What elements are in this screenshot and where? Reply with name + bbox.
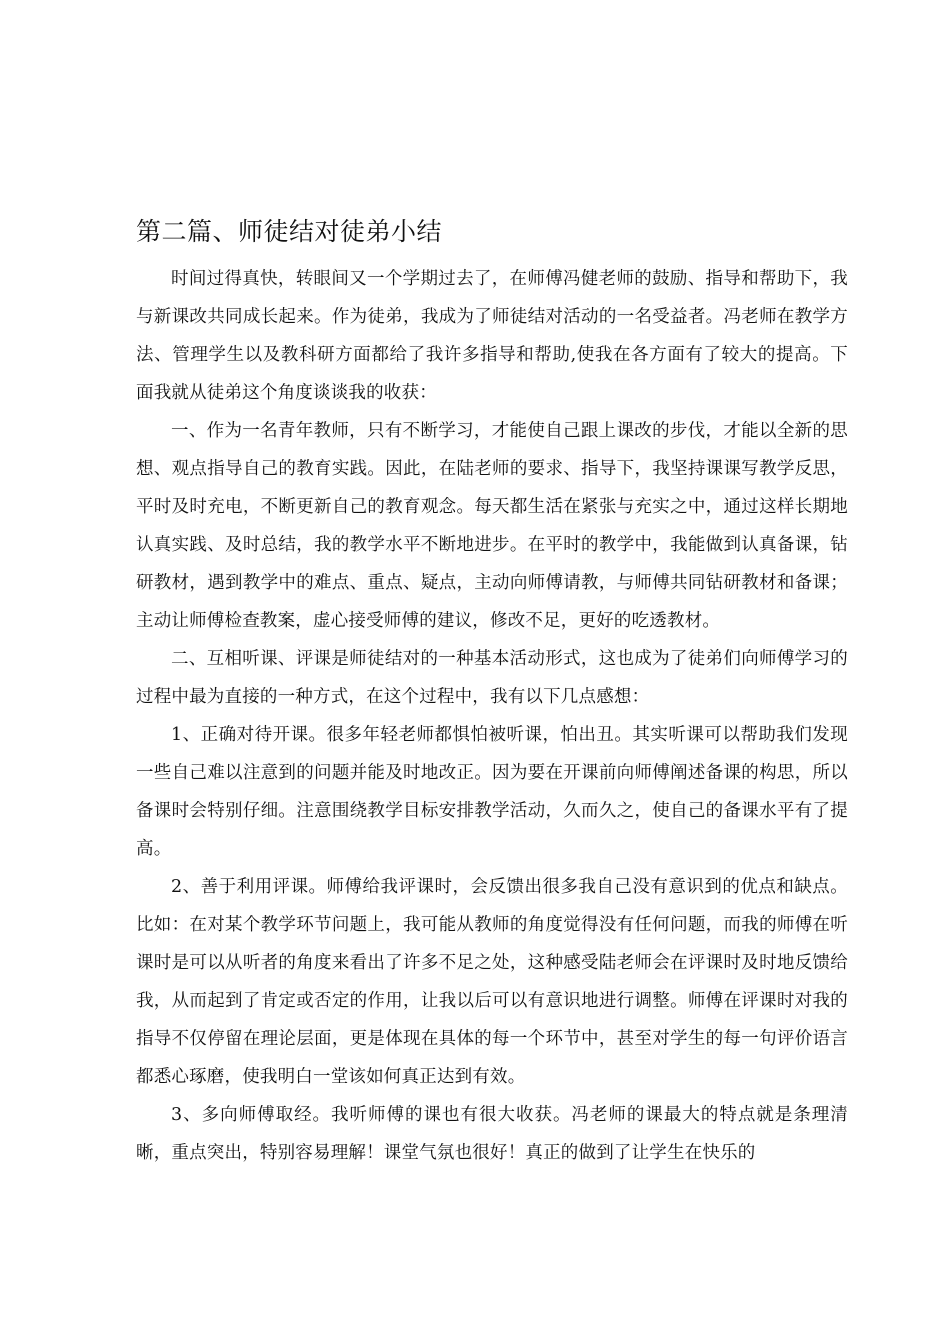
document-title: 第二篇、师徒结对徒弟小结 <box>136 217 443 246</box>
paragraph-section-one: 一、作为一名青年教师，只有不断学习，才能使自己跟上课改的步伐，才能以全新的思想、观点指导自己的教育实践。因此，在陆老师的要求、指导下，我坚持课课写教学反思，平时及时充电，不断更新自己的教育观念。每天都生活在紧张与充实之中，通过这样长期地认真实践、及时总结，我的教学水平不断地进步。在平时的教学中，我能做到认真备课，钻研教材，遇到教学中的难点、重点、疑点，主动向师傅请教，与师傅共同钻研教材和备课；主动让师傅检查教案，虚心接受师傅的建议，修改不足，更好的吃透教材。 <box>136 421 848 631</box>
document-body <box>136 260 848 1172</box>
paragraph-intro: 时间过得真快，转眼间又一个学期过去了，在师傅冯健老师的鼓励、指导和帮助下，我与新课改共同成长起来。作为徒弟，我成为了师徒结对活动的一名受益者。冯老师在教学方法、管理学生以及教科研方面都给了我许多指导和帮助,使我在各方面有了较大的提高。下面我就从徒弟这个角度谈谈我的收获： <box>136 269 848 403</box>
paragraph-section-two: 二、互相听课、评课是师徒结对的一种基本活动形式，这也成为了徒弟们向师傅学习的过程中最为直接的一种方式，在这个过程中，我有以下几点感想： <box>136 649 848 707</box>
paragraph-point-three: 3、多向师傅取经。我听师傅的课也有很大收获。冯老师的课最大的特点就是条理清晰，重点突出，特别容易理解！课堂气氛也很好！真正的做到了让学生在快乐的 <box>136 1105 848 1163</box>
paragraph-point-two: 2、善于利用评课。师傅给我评课时，会反馈出很多我自己没有意识到的优点和缺点。比如：在对某个教学环节问题上，我可能从教师的角度觉得没有任何问题，而我的师傅在听课时是可以从听者的角度来看出了许多不足之处，这种感受陆老师会在评课时及时地反馈给我，从而起到了肯定或否定的作用，让我以后可以有意识地进行调整。师傅在评课时对我的指导不仅停留在理论层面，更是体现在具体的每一个环节中，甚至对学生的每一句评价语言都悉心琢磨，使我明白一堂该如何真正达到有效。 <box>136 877 848 1087</box>
paragraph-point-one: 1、正确对待开课。很多年轻老师都惧怕被听课，怕出丑。其实听课可以帮助我们发现一些自己难以注意到的问题并能及时地改正。因为要在开课前向师傅阐述备课的构思，所以备课时会特别仔细。注意围绕教学目标安排教学活动，久而久之，使自己的备课水平有了提高。 <box>136 725 848 859</box>
